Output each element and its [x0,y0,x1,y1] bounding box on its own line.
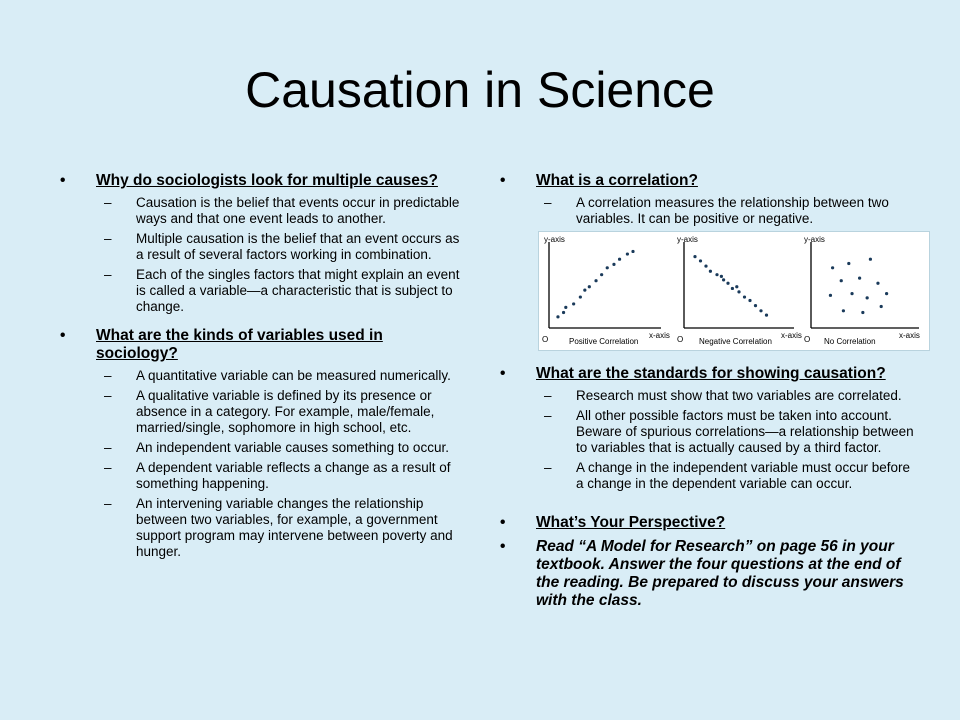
list-item: – A correlation measures the relationship between two variables. It can be positive or negative. [544,195,889,226]
scatter-point [726,282,729,285]
bullet-icon: • [500,365,506,382]
list-item: – An independent variable causes something to occur. [104,440,449,455]
scatter-point [556,315,559,318]
scatter-point [583,289,586,292]
scatter-point [699,259,702,262]
list-item: – A quantitative variable can be measured numerically. [104,368,451,383]
chart-none [804,235,920,346]
scatter-point [765,314,768,317]
scatter-point [572,302,575,305]
chart-positive [542,235,670,346]
scatter-point [748,299,751,302]
origin-label: O [542,335,549,344]
multiple-causes-list [60,195,465,315]
chart-negative [677,235,802,346]
chart-title: Positive Correlation [569,337,639,346]
correlation-charts-svg [539,232,929,350]
correlation-charts [538,231,930,351]
perspective-heading: • What’s Your Perspective? [500,514,726,531]
dash-icon: – [544,195,552,210]
scatter-point [612,263,615,266]
scatter-point [731,287,734,290]
standards-list [500,388,920,492]
scatter-point [858,277,861,280]
data-points [693,255,768,317]
scatter-point [759,309,762,312]
scatter-point [618,258,621,261]
origin-label: O [804,335,811,344]
question-multiple-causes: • Why do sociologists look for multiple causes? [60,172,438,189]
scatter-point [722,278,725,281]
y-axis-label: y-axis [677,235,698,244]
chart-title: No Correlation [824,337,876,346]
y-axis-label: y-axis [804,235,825,244]
scatter-point [715,273,718,276]
scatter-point [606,266,609,269]
y-axis-label: y-axis [544,235,565,244]
dash-icon: – [104,496,112,511]
bullet-icon: • [500,514,506,531]
scatter-point [594,279,597,282]
scatter-point [631,250,634,253]
right-column [500,172,920,610]
variables-list [60,368,465,560]
scatter-point [743,295,746,298]
scatter-point [861,311,864,314]
scatter-point [693,255,696,258]
scatter-point [847,262,850,265]
bullet-icon: • [500,172,506,189]
assignment-text: • Read “A Model for Research” on page 56 in your textbook. Answer the four questions at the end of the reading. Be prepared to discuss your answers with the class. [500,538,904,609]
origin-label: O [677,335,684,344]
scatter-point [704,264,707,267]
data-points [829,258,888,315]
scatter-point [737,290,740,293]
scatter-point [885,292,888,295]
scatter-point [564,306,567,309]
dash-icon: – [104,460,112,475]
x-axis-label: x-axis [649,331,670,340]
list-item: – All other possible factors must be taken into account. Beware of spurious correlations—a relationship between to variables that is actually caused by a third factor. [544,408,914,455]
data-points [556,250,634,319]
bullet-icon: • [60,172,66,189]
list-item: – Causation is the belief that events occur in predictable ways and that one event leads to another. [104,195,460,226]
scatter-point [709,270,712,273]
scatter-point [850,292,853,295]
slide-title: Causation in Science [245,62,715,118]
dash-icon: – [104,267,112,282]
list-item: – An intervening variable changes the relationship between two variables, for example, a government support program may intervene between poverty and hunger. [104,496,453,559]
scatter-point [626,252,629,255]
scatter-point [720,275,723,278]
question-standards-causation: • What are the standards for showing causation? [500,365,886,382]
scatter-point [588,285,591,288]
scatter-point [831,266,834,269]
scatter-point [876,282,879,285]
bullet-icon: • [60,327,66,344]
scatter-point [754,304,757,307]
x-axis-label: x-axis [899,331,920,340]
list-item: – Multiple causation is the belief that an event occurs as a result of several factors working in combination. [104,231,460,262]
x-axis-label: x-axis [781,331,802,340]
question-correlation: • What is a correlation? [500,172,698,189]
dash-icon: – [104,368,112,383]
list-item: – Research must show that two variables are correlated. [544,388,902,403]
scatter-point [735,285,738,288]
dash-icon: – [104,388,112,403]
scatter-point [600,273,603,276]
scatter-point [829,294,832,297]
question-kinds-of-variables: • What are the kinds of variables used in sociology? [60,327,383,362]
dash-icon: – [544,388,552,403]
chart-title: Negative Correlation [699,337,772,346]
dash-icon: – [104,195,112,210]
bullet-icon: • [500,538,506,555]
scatter-point [866,296,869,299]
left-column [60,172,465,564]
dash-icon: – [104,231,112,246]
scatter-point [840,279,843,282]
correlation-list [500,195,920,227]
dash-icon: – [544,408,552,423]
scatter-point [562,311,565,314]
scatter-point [579,295,582,298]
dash-icon: – [104,440,112,455]
scatter-point [880,305,883,308]
scatter-point [842,309,845,312]
list-item: – A change in the independent variable must occur before a change in the dependent variable can occur. [544,460,910,491]
list-item: – A qualitative variable is defined by its presence or absence in a category. For example, male/female, married/single, sophomore in high school, etc. [104,388,435,435]
list-item: – Each of the singles factors that might explain an event is called a variable—a characteristic that is subject to change. [104,267,460,314]
scatter-point [869,258,872,261]
list-item: – A dependent variable reflects a change as a result of something happening. [104,460,451,491]
dash-icon: – [544,460,552,475]
